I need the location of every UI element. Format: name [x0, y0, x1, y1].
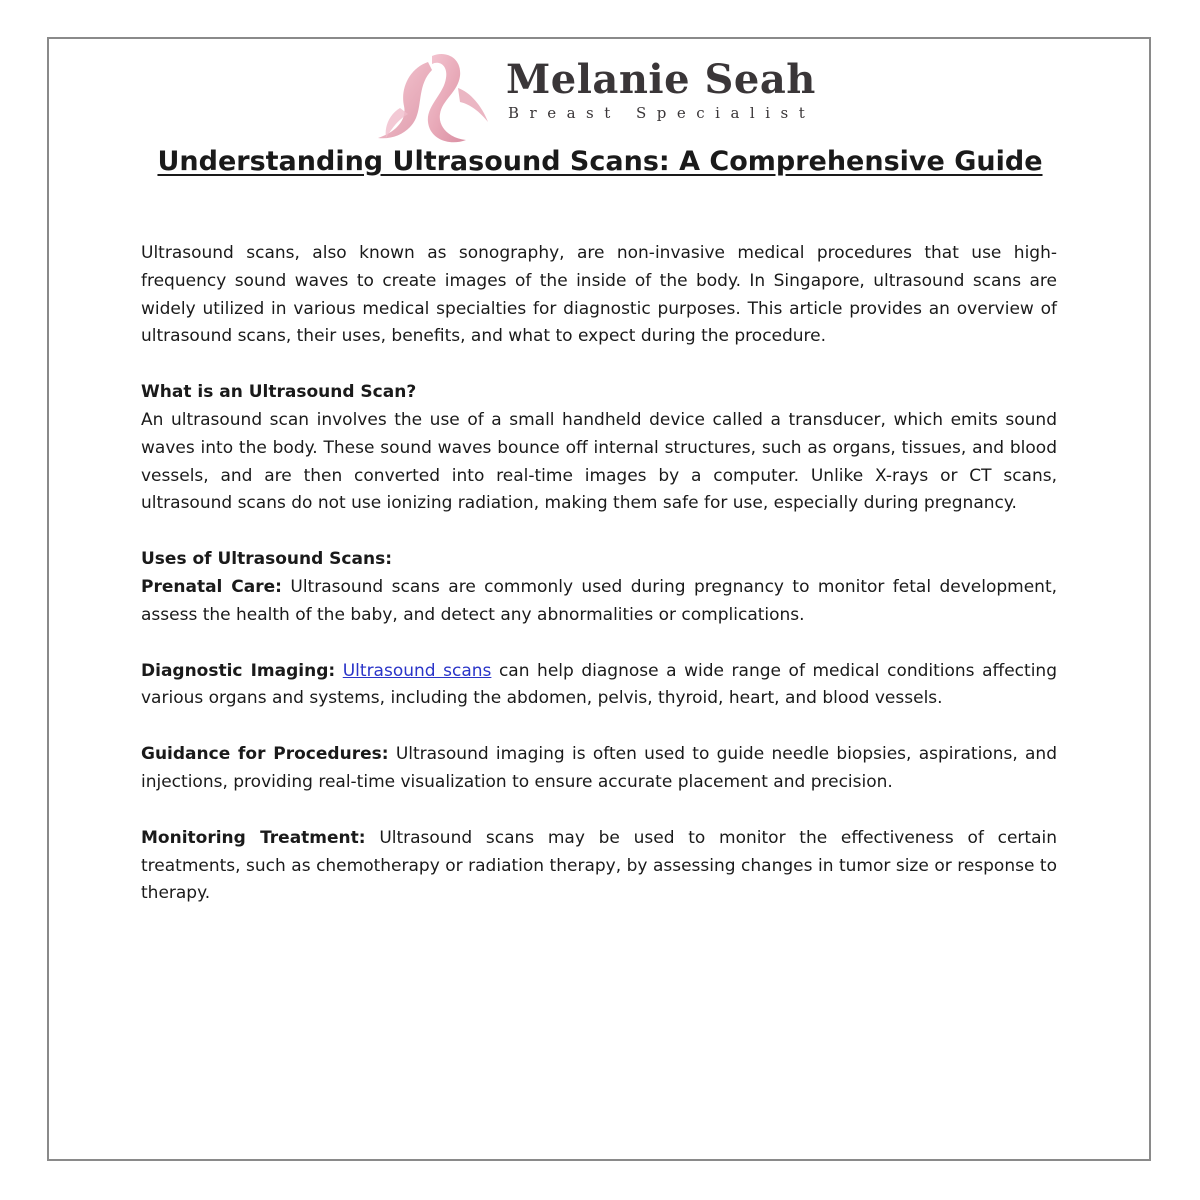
section-heading-uses: Uses of Ultrasound Scans: [141, 549, 392, 570]
use-text: can help diagnose a wide range of medical conditions affecting various organs and systems, including the abdomen, pelvis, thyroid, heart, and blood vessels. [141, 660, 1057, 709]
use-text: Ultrasound scans may be used to monitor the effectiveness of certain treatments, such as chemotherapy or radiation therapy, by assessing changes in tumor size or response to therapy. [141, 827, 1057, 904]
use-item-prenatal [141, 574, 1057, 630]
use-label: Prenatal Care: [141, 576, 282, 597]
pink-ribbon-icon [370, 48, 500, 148]
use-label: Monitoring Treatment: [141, 827, 366, 848]
use-item-guidance [141, 741, 1057, 797]
article-body [141, 240, 1057, 908]
use-label: Guidance for Procedures: [141, 744, 389, 765]
what-is-paragraph: An ultrasound scan involves the use of a small handheld device called a transducer, which emits sound waves into the body. These sound waves bounce off internal structures, such as organs, tissues, and blood vessels, and are then converted into real-time images by a computer. Unlike X-rays or CT scans, ultrasound scans do not use ionizing radiation, making them safe for use, especially during pregnancy. [141, 409, 1057, 514]
intro-paragraph: Ultrasound scans, also known as sonography, are non-invasive medical procedures that use high-frequency sound waves to create images of the inside of the body. In Singapore, ultrasound scans are widely utilized in various medical specialties for diagnostic purposes. This article provides an overview of ultrasound scans, their uses, benefits, and what to expect during the procedure. [141, 243, 1057, 347]
use-text: Ultrasound scans are commonly used during pregnancy to monitor fetal development, assess the health of the baby, and detect any abnormalities or complications. [141, 576, 1058, 625]
clinic-logo [370, 48, 840, 148]
section-heading-what-is: What is an Ultrasound Scan? [141, 382, 417, 403]
use-text: Ultrasound imaging is often used to guide needle biopsies, aspirations, and injections, providing real-time visualization to ensure accurate placement and precision. [141, 744, 1057, 792]
use-item-monitoring [141, 825, 1057, 908]
use-item-diagnostic [141, 658, 1057, 714]
page-title: Understanding Ultrasound Scans: A Comprehensive Guide [157, 146, 1043, 177]
ultrasound-scans-link[interactable]: Ultrasound scans [342, 660, 492, 681]
logo-tagline: Breast Specialist [508, 104, 816, 122]
logo-name: Melanie Seah [506, 56, 816, 103]
use-label: Diagnostic Imaging: [141, 660, 336, 681]
